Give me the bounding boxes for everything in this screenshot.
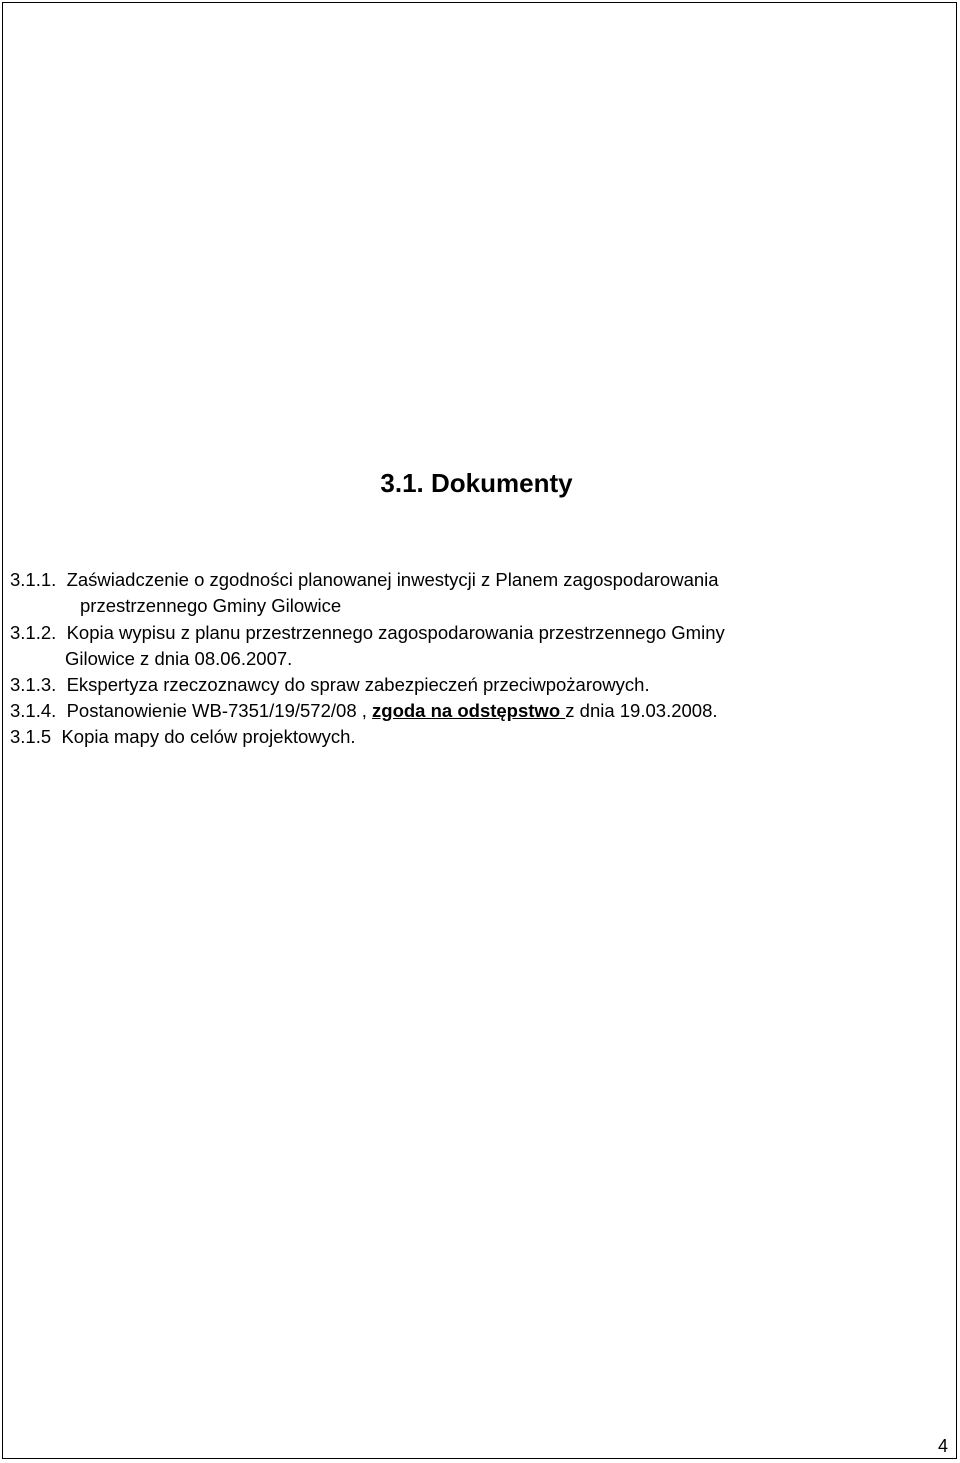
item-text-continuation: przestrzennego Gminy Gilowice bbox=[80, 595, 342, 616]
document-list-item bbox=[10, 620, 725, 672]
item-number: 3.1.1. bbox=[10, 569, 62, 590]
item-text-end: z dnia 19.03.2008. bbox=[565, 700, 718, 721]
item-text: Kopia wypisu z planu przestrzennego zagospodarowania przestrzennego Gminy bbox=[66, 622, 725, 643]
item-number: 3.1.5 bbox=[10, 726, 57, 747]
item-number: 3.1.2. bbox=[10, 622, 62, 643]
item-emphasis: zgoda na odstępstwo bbox=[372, 700, 566, 721]
page-number: 4 bbox=[937, 1436, 948, 1456]
section-title: 3.1. Dokumenty bbox=[380, 468, 573, 498]
item-text: Postanowienie WB-7351/19/572/08 , bbox=[66, 700, 373, 721]
item-text: Kopia mapy do celów projektowych. bbox=[61, 726, 356, 747]
item-number: 3.1.4. bbox=[10, 700, 62, 721]
item-text: Zaświadczenie o zgodności planowanej inwestycji z Planem zagospodarowania bbox=[66, 569, 719, 590]
item-text: Ekspertyza rzeczoznawcy do spraw zabezpieczeń przeciwpożarowych. bbox=[66, 674, 650, 695]
item-text-continuation: Gilowice z dnia 08.06.2007. bbox=[65, 648, 293, 669]
document-list-item bbox=[10, 567, 719, 619]
document-list-item bbox=[10, 672, 650, 698]
document-list-item bbox=[10, 724, 356, 750]
document-list-item bbox=[10, 698, 718, 724]
item-number: 3.1.3. bbox=[10, 674, 62, 695]
